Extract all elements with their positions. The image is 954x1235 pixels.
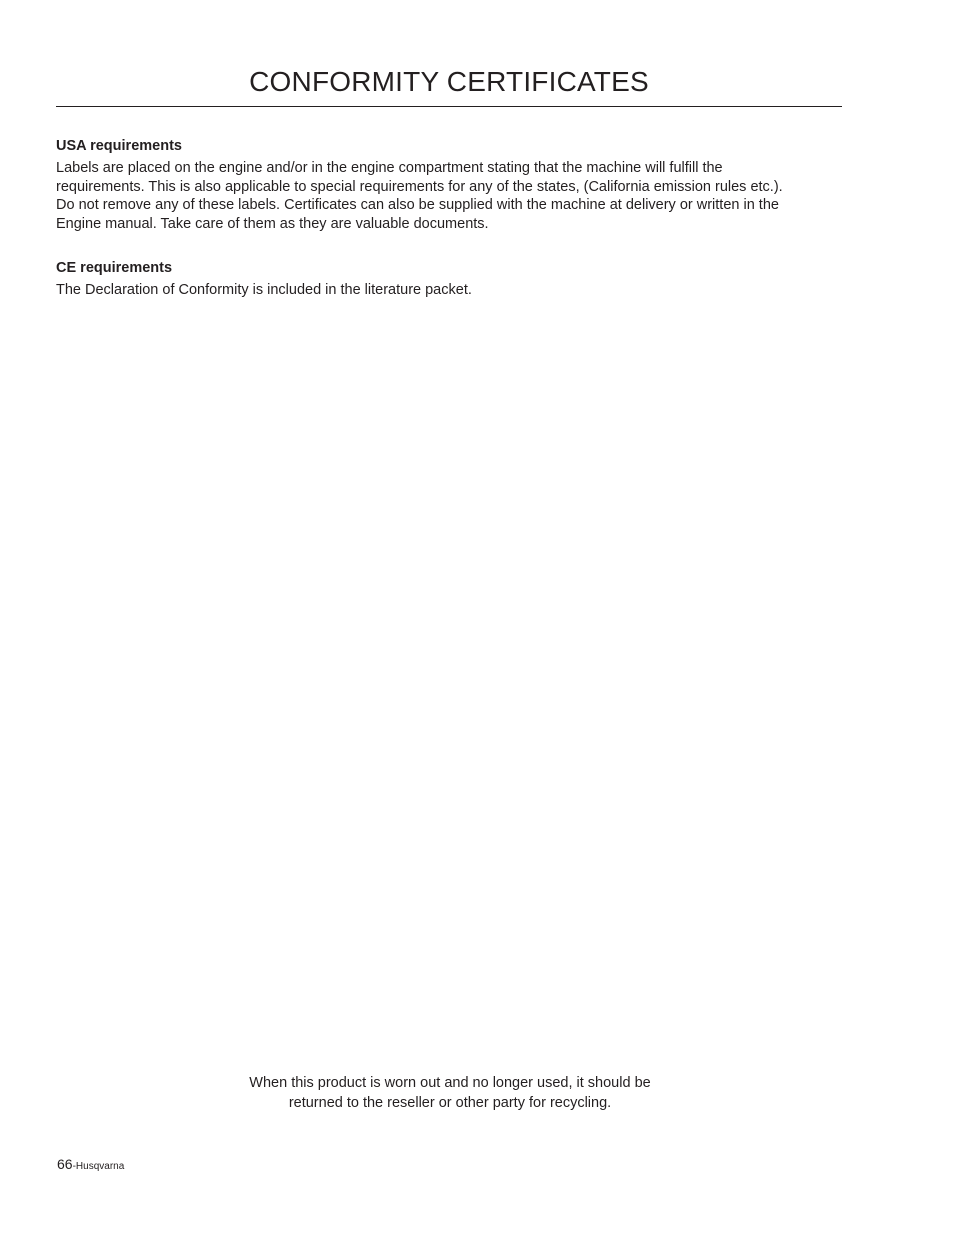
usa-line-3: Do not remove any of these labels. Certificates can also be supplied with the machine at delivery or written in the <box>56 197 779 213</box>
usa-line-4: Engine manual. Take care of them as they are valuable documents. <box>56 215 489 232</box>
usa-requirements-heading: USA requirements <box>56 138 182 154</box>
usa-line-1: Labels are placed on the engine and/or in the engine compartment stating that the machine will fulfill the <box>56 160 723 176</box>
ce-requirements-section <box>56 259 842 300</box>
recycling-line-2: returned to the reseller or other party for recycling. <box>288 1094 612 1111</box>
usa-requirements-body <box>56 159 842 233</box>
ce-line-1: The Declaration of Conformity is included in the literature packet. <box>56 282 472 298</box>
usa-line-2: requirements. This is also applicable to special requirements for any of the states, (California emission rules etc.). <box>56 178 783 195</box>
ce-requirements-body <box>56 281 842 300</box>
page-number: 66 <box>57 1156 73 1172</box>
page-title: CONFORMITY CERTIFICATES <box>249 66 649 97</box>
usa-requirements-section <box>56 137 842 233</box>
title-divider <box>56 106 842 107</box>
page-footer <box>57 1155 124 1176</box>
recycling-line-1: When this product is worn out and no longer used, it should be <box>249 1075 651 1091</box>
recycling-note <box>180 1074 720 1113</box>
footer-brand: -Husqvarna <box>72 1161 125 1172</box>
ce-requirements-heading: CE requirements <box>56 260 173 276</box>
